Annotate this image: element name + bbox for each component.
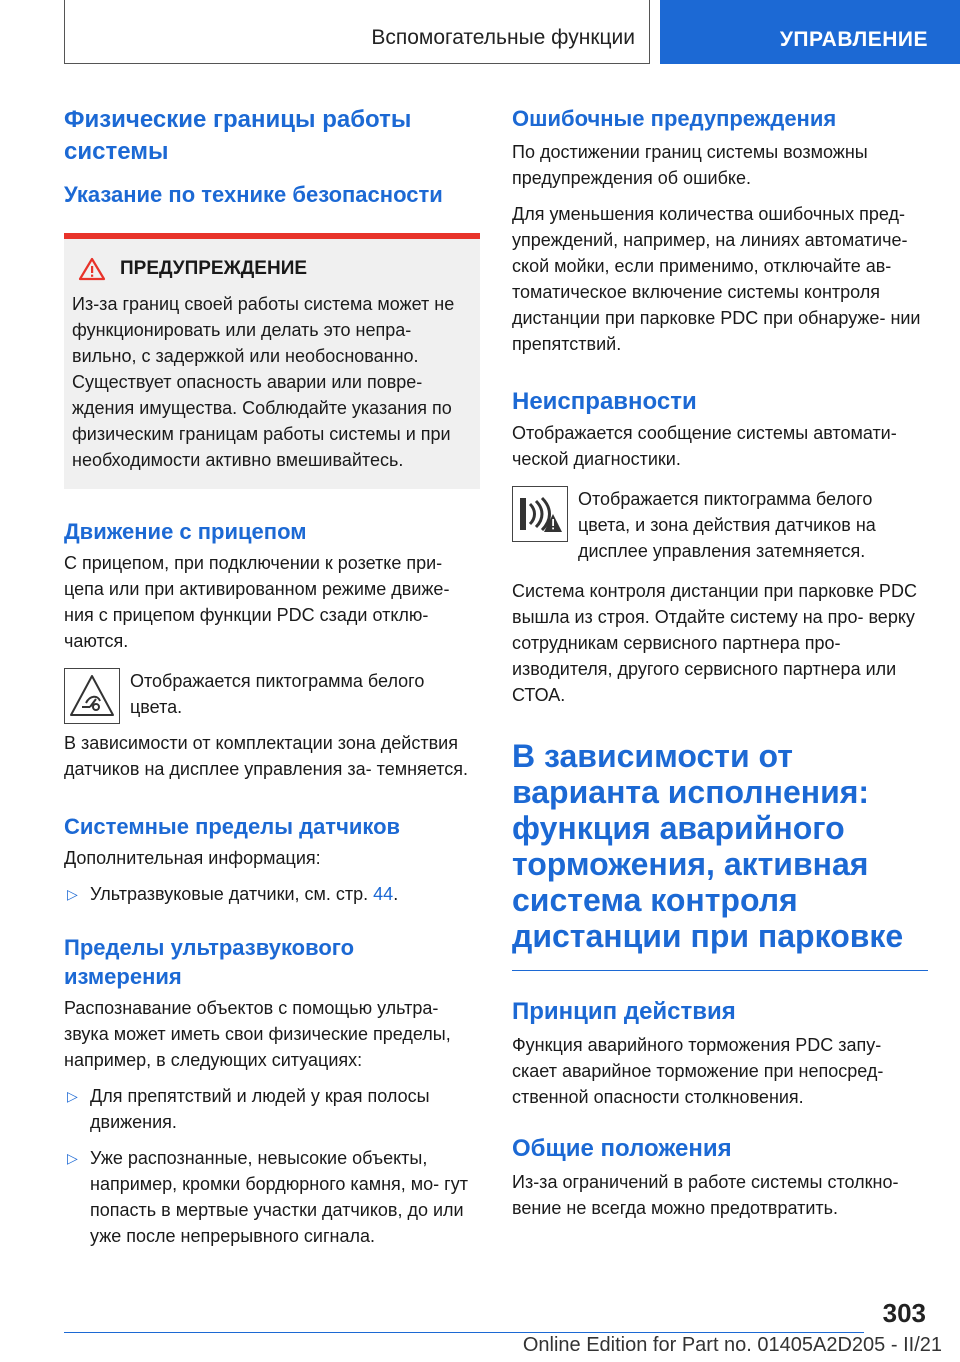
parking-sensor-fault-icon xyxy=(512,486,568,542)
header-section-label: Вспомогательные функции xyxy=(371,26,635,49)
header-chapter-label: УПРАВЛЕНИЕ xyxy=(779,28,928,51)
safety-heading: Указание по технике безопасности xyxy=(64,182,443,207)
trailer-icon-row xyxy=(64,668,480,724)
ultrasonic-bullet-1 xyxy=(64,1083,480,1135)
trailer-text: С прицепом, при подключении к розетке при- цепа или при активированном режиме движе- ния с прицепом функции PDC сзади отклю- чаются. xyxy=(64,553,450,651)
errors-text-1: По достижении границ системы возможны предупреждения об ошибке. xyxy=(512,142,868,188)
page-number: 303 xyxy=(882,1298,926,1328)
sensors-bullet xyxy=(64,881,480,907)
feature-title: В зависимости от варианта исполнения: функция аварийного торможения, активная система контроля дистанции при парковке xyxy=(512,738,904,954)
general-text: Из-за ограничений в работе системы столкно- вение не всегда можно предотвратить. xyxy=(512,1172,899,1218)
bullet-triangle-icon: ▷ xyxy=(67,886,78,902)
ultrasonic-bullet-2-text: Уже распознанные, невысокие объекты, например, кромки бордюрного камня, мо- гут попасть в мертвые участки датчиков, до или уже после непрерывного сигнала. xyxy=(90,1148,468,1246)
trailer-heading: Движение с прицепом xyxy=(64,519,307,544)
faults-text-2: Система контроля дистанции при парковке PDC вышла из строя. Отдайте систему на про- верку сотрудникам сервисного партнера про- изводителя, другого сервисного партнера или СТОА. xyxy=(512,581,917,705)
trailer-icon-text: Отображается пиктограмма белого цвета. xyxy=(130,671,425,717)
trailer-warning-icon xyxy=(64,668,120,724)
header-chapter-tab xyxy=(660,0,960,64)
sensors-text: Дополнительная информация: xyxy=(64,848,321,868)
warning-title-text: ПРЕДУПРЕЖДЕНИЕ xyxy=(120,258,308,279)
ultrasonic-bullet-1-text: Для препятствий и людей у края полосы движения. xyxy=(90,1086,430,1132)
warning-box xyxy=(64,233,480,489)
sensors-bullet-end: . xyxy=(393,884,399,904)
ultrasonic-heading: Пределы ультразвукового измерения xyxy=(64,935,355,989)
bullet-triangle-icon: ▷ xyxy=(67,1150,78,1166)
section-title: Физические границы работы системы xyxy=(64,106,412,165)
sensors-bullet-text xyxy=(90,881,398,907)
faults-icon-row xyxy=(512,486,928,564)
warning-triangle-icon xyxy=(78,257,106,281)
left-column xyxy=(64,100,480,1249)
errors-heading: Ошибочные предупреждения xyxy=(512,106,837,131)
principle-heading: Принцип действия xyxy=(512,998,736,1025)
ultrasonic-bullet-2 xyxy=(64,1145,480,1249)
footer-edition: Online Edition for Part no. 01405A2D205 - II/21 xyxy=(522,1334,942,1356)
bullet-triangle-icon: ▷ xyxy=(67,1088,78,1104)
ultrasonic-text: Распознавание объектов с помощью ультра- звука может иметь свои физические пределы, например, в следующих ситуациях: xyxy=(64,998,451,1070)
page-link[interactable]: 44 xyxy=(373,884,394,904)
faults-text-1: Отображается сообщение системы автомати- ческой диагностики. xyxy=(512,423,897,469)
general-heading: Общие положения xyxy=(512,1135,732,1162)
errors-text-2: Для уменьшения количества ошибочных пред- упреждений, например, на линиях автоматиче- ской мойки, если применимо, отключайте ав- томатическое включение системы контроля дистанции при парковке PDC при обнаруже- нии препятствий. xyxy=(512,204,921,354)
warning-text: Из-за границ своей работы система может не функционировать или делать это непра- вильно, с задержкой или необоснованно. Существует опасность аварии или повре- ждения имущества. Соблюдайте указания по физическим границам работы системы и при необходимости активно вмешивайтесь. xyxy=(72,294,455,470)
right-column xyxy=(512,100,928,1221)
header-section-tab xyxy=(64,0,650,64)
trailer-text-2: В зависимости от комплектации зона действия датчиков на дисплее управления за- темняется. xyxy=(64,733,468,779)
sensors-bullet-label: Ультразвуковые датчики, см. стр. xyxy=(90,884,374,904)
footer-rule xyxy=(64,1332,864,1333)
faults-heading: Неисправности xyxy=(512,388,697,415)
principle-text: Функция аварийного торможения PDC запу- скает аварийное торможение при непосред- ственной опасности столкновения. xyxy=(512,1035,884,1107)
warning-title xyxy=(72,257,470,281)
faults-icon-text: Отображается пиктограмма белого цвета, и зона действия датчиков на дисплее управления затемняется. xyxy=(578,489,876,561)
feature-title-rule xyxy=(512,970,928,971)
sensors-heading: Системные пределы датчиков xyxy=(64,814,401,839)
